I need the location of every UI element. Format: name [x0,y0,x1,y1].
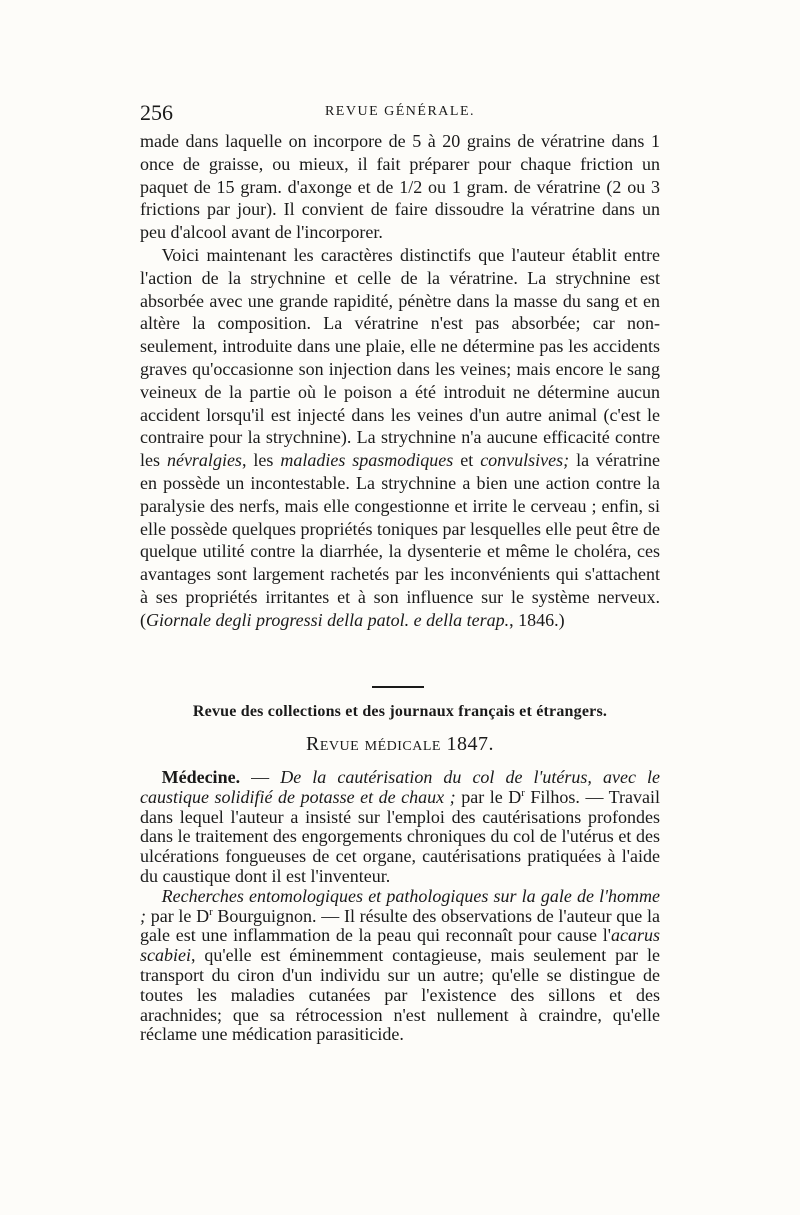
section-divider [372,686,424,688]
page-header [140,100,660,126]
paragraph-veratrine-preparation: made dans laquelle on incorpore de 5 à 20 grains de vératrine dans 1 once de graisse, ou mieux, il fait préparer pour chaque friction un paquet de 15 gram. d'axonge et de 1/2 ou 1 gram. de vératrine (2 ou 3 frictions par jour). Il convient de faire dissoudre la vératrine dans un peu d'alcool avant de l'incorporer. [140,131,661,243]
paragraph-strychnine-comparison: Voici maintenant les caractères distinctifs que l'auteur établit entre l'action de la strychnine et celle de la vératrine. La strychnine est absorbée avec une grande rapidité, pénètre dans la masse du sang et en altère la composition. La vératrine n'est pas absorbée; car non-seulement, introduite dans une plaie, elle ne détermine pas les accidents graves qu'occasionne son injection dans les veines; mais encore le sang veineux de la partie où le poison a été introduit ne détermine aucun accident lorsqu'il est injecté dans les veines d'un autre animal (c'est le contraire pour la strychnine). La strychnine n'a aucune efficacité contre les névralgies, les maladies spasmodiques et convulsives; la vératrine en possède un incontestable. La strychnine a bien une action contre la paralysie des nerfs, mais elle congestionne et irrite le cerveau ; enfin, si elle possède quelques propriétés toniques par lesquelles elle peut être de quelque utilité contre la diarrhée, la dysenterie et même le choléra, ces avantages sont largement rachetés par les inconvénients qui s'attachent à ses propriétés irritantes et à son influence sur le système nerveux. (Giornale degli progressi della patol. e della terap., 1846.) [140,244,661,630]
citation-source: Giornale degli progressi della patol. e della terap. [146,609,510,630]
review-entries [140,768,660,1045]
entry-gale: Recherches entomologiques et pathologiques sur la gale de l'homme ; par le $D^r$ Bourguignon. — Il résulte des observations de l'auteur que la gale est une inflammation de la peau qui reconnaît pour cause l'acarus scabiei, qu'elle est éminemment contagieuse, mais seulement par le transport du ciron d'un individu sur un autre; qu'elle se distingue de toutes les maladies cutanées par l'existence des sillons et des arachnides; que sa rétrocession n'est nullement à craindre, qu'elle réclame une médication parasiticide. [140,885,660,1045]
fraction-half: 1/2 [399,176,423,197]
subsection-title: Revue médicale 1847. [306,733,494,755]
running-title: REVUE GÉNÉRALE. [324,104,476,119]
section-title: Revue des collections et des journaux français et étrangers. [192,703,608,720]
page-number: 256 [140,100,173,125]
entry-cauterisation: Médecine. — De la cautérisation du col de l'utérus, avec le caustique solidifié de potasse et de chaux ; par le $D^r$ Filhos. — Travail dans lequel l'auteur a insisté sur l'emploi des cautérisations profondes dans le traitement des engorgements chroniques du col de l'utérus et des ulcérations fongueuses de cet organe, cautérisations pratiquées à l'aide du caustique dont il est l'inventeur. [140,767,660,886]
entry-heading: Médecine. [161,767,241,787]
article-continuation [140,130,660,632]
